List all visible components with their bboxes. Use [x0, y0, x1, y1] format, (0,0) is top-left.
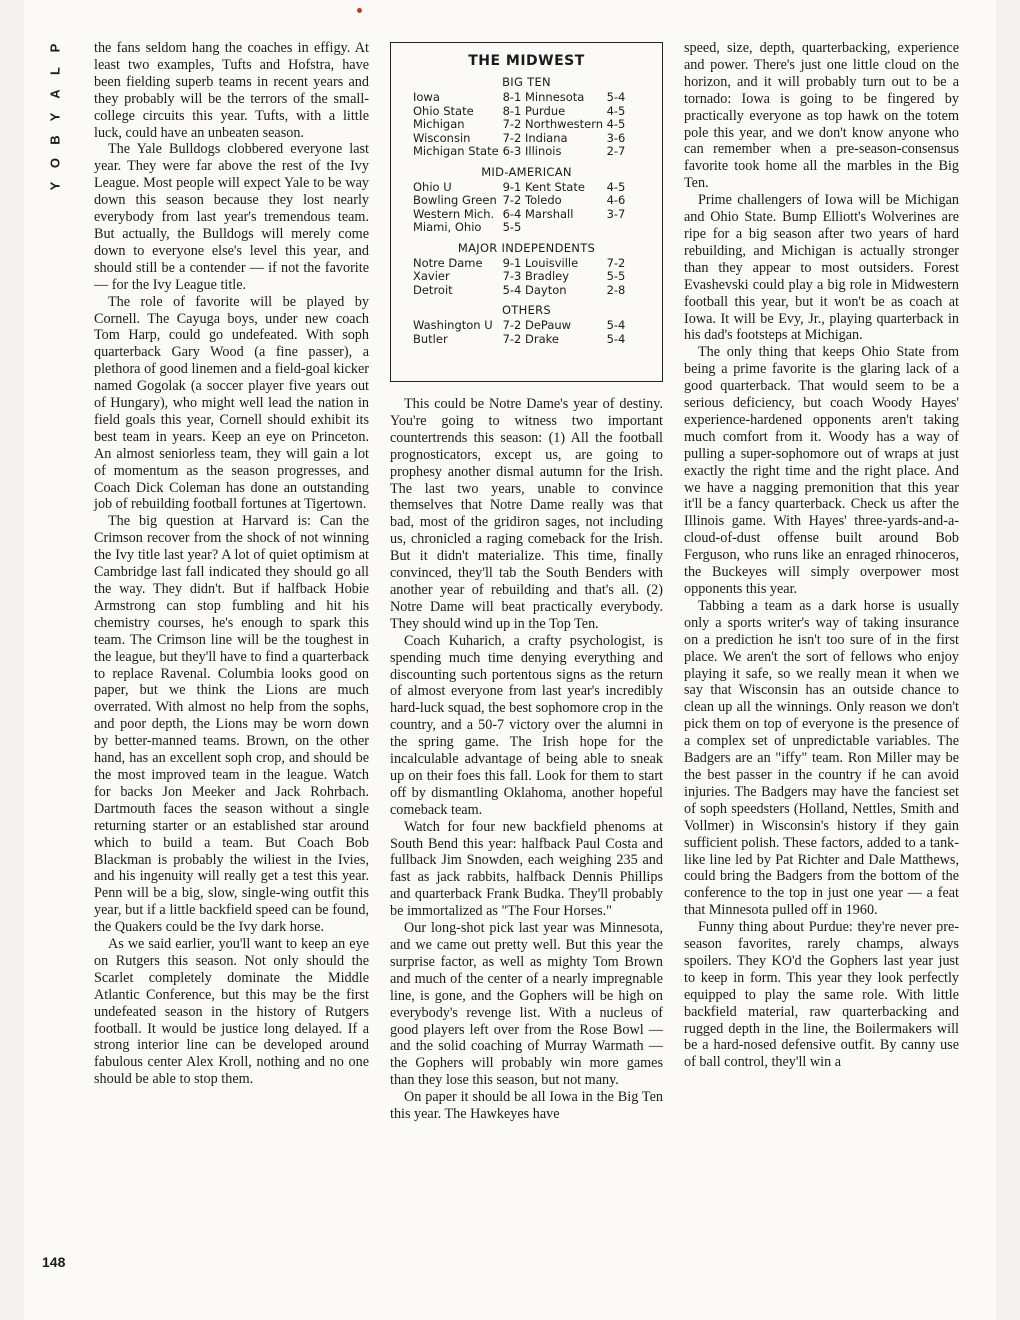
conference-title: OTHERS [501, 303, 552, 317]
paragraph: The role of favorite will be played by Cornell. The Cayuga boys, under new coach Tom Harp, could go undefeated. With soph quarterback Gary Wood (a fine passer), a plethora of good linemen and a field-goal kicker named Gogolak (a soccer player five years out of Hungary), who might well lead the nation in field goals this year, Cornell should exhibit its best team in years. Keep an eye on Princeton. An almost seniorless team, they will gain a lot of momentum as the season progresses, and Coach Dick Coleman has done an outstanding job of rebuilding football fortunes at Tigertown. [94, 293, 369, 513]
team-name: Western Mich. [413, 206, 495, 221]
side-tab-letter: Y [47, 180, 63, 191]
conference-title: BIG TEN [502, 75, 551, 89]
paragraph: speed, size, depth, quarterbacking, experience and power. There's just one little cloud on the horizon, and it will probably turn out to be a tornado: Iowa is going to be fingered by practically everyone as top hawk on the totem pole this year, and we don't know anyone who can remember when a pre-season-consensus favorite took home all the marbles in the Big Ten. [684, 40, 959, 192]
team-name: Wisconsin [413, 130, 471, 145]
team-record: 7-2 [502, 130, 522, 145]
team-record: 8-1 [502, 90, 522, 104]
team-name: Bradley [525, 269, 570, 283]
conference-title: MAJOR INDEPENDENTS [457, 240, 596, 255]
paragraph: This could be Notre Dame's year of destiny. You're going to witness two important countertrends this season: (1) All the football prognosticators, except us, are going to prophesy another dismal autumn for the Irish. The last two years, unable to convince themselves that Notre Dame really was that bad, most of the gridiron sages, not including us, chronicled a raging comeback for the Irish. But it didn't materialize. This time, finally convinced, they'll tab the South Benders with another year of rebuilding and that's all. (2) Notre Dame will beat practically everybody. They should wind up in the Top Ten. [390, 396, 663, 632]
team-record: 9-1 [502, 179, 522, 194]
standings-sidebar [390, 42, 663, 382]
paragraph: As we said earlier, you'll want to keep an eye on Rutgers this season. Not only should the Scarlet completely dominate the Middle Atlantic Conference, but this may be the first undefeated season in the history of Rutgers football. It would be justice long delayed. If a strong interior line can be developed around fabulous center Alex Kroll, nothing and no one should be able to stop them. [94, 936, 369, 1088]
paragraph: Watch for four new backfield phenoms at South Bend this year: halfback Paul Costa and fullback Jim Snowden, each weighing 235 and fast as jack rabbits, halfback Dennis Phillips and quarterback Frank Budka. They'll probably be immortalized as "The Four Horses." [390, 818, 663, 920]
team-record: 7-3 [502, 269, 522, 283]
team-record: 5-4 [606, 318, 626, 332]
paragraph: Coach Kuharich, a crafty psychologist, is spending much time denying everything and discounting such portentous signs as the return of almost everyone from last year's incredibly hard-luck squad, the best sophomore crop in the country, and a 50-7 victory over the alumni in the spring game. The Irish hope for the incalculable advantage of being able to sneak up on their foes this fall. Look for them to start off by dismantling Oklahoma, another hopeful comeback team. [390, 632, 663, 818]
paragraph: The big question at Harvard is: Can the Crimson recover from the shock of not winning the Ivy title last year? A lot of quiet optimism at Cambridge last fall indicated they should go all the way. They didn't. But if halfback Hobie Armstrong can stop fumbling and hit his chemistry courses, he's enough to spark this team. The Crimson line will be the toughest in the league, but they'll have to find a quarterback to replace Ravenal. Columbia looks good on paper, but we think the Lions are much overrated. With almost no help from the sophs, and poor depth, the Lions may be worn down by better-manned teams. Brown, on the other hand, has an excellent soph crop, and should be the most improved team in the league. Watch for backs Jon Meeker and Jack Rohrbach. Dartmouth faces the season without a single returning starter or an established star around which to build a team. But Coach Bob Blackman is probably the wiliest in the Ivies, and his ingenuity will really get a test this year. Penn will be a big, slow, single-wing outfit this year, but if a little backfield speed can be found, the Quakers could be the Ivy dark horse. [94, 513, 369, 936]
side-tab-letter: A [47, 88, 63, 99]
side-tab-letter: B [47, 134, 63, 145]
team-record: 4-6 [606, 193, 626, 207]
team-name: Marshall [525, 206, 574, 221]
team-record: 9-1 [502, 255, 522, 270]
standings-groups [413, 75, 640, 346]
team-record: 5-5 [502, 220, 522, 234]
team-name: Ohio State [413, 103, 474, 118]
side-tab-letter: O [47, 156, 63, 169]
standings-table [413, 319, 640, 346]
sidebar-title: THE MIDWEST [468, 53, 585, 69]
team-record: 7-2 [502, 318, 522, 332]
paragraph: The only thing that keeps Ohio State from being a prime favorite is the glaring lack of a good quarterback. That would seem to be a serious deficiency, but coach Woody Hayes' experience-hardened opponents aren't taking much comfort from it. Woody has a way of pulling a super-sophomore out of wraps at just exactly the right time and the right place. And we have a nagging premonition that this year it'll be a fancy quarterback. Check us after the Illinois game. With Hayes' three-yards-and-a-cloud-of-dust offense built around Bob Ferguson, who runs like an enraged rhinoceros, the Buckeyes will simply overpower most opponents this year. [684, 344, 959, 597]
team-name: Minnesota [525, 90, 585, 104]
team-record: 5-4 [502, 282, 522, 297]
team-record: 4-5 [606, 117, 626, 131]
team-record: 7-2 [502, 193, 522, 207]
standings-table [413, 181, 640, 235]
paragraph: Funny thing about Purdue: they're never pre-season favorites, rarely champs, always spoilers. They KO'd the Gophers last year just to keep in form. This year they look perfectly equipped to play the same role. With little backfield material, raw quarterbacking and rugged depth in the line, the Boilermakers will be a hard-nosed defensive outfit. By canny use of ball control, they'll win a [684, 919, 959, 1071]
team-name: Indiana [525, 130, 568, 145]
standings-table [413, 257, 640, 298]
page-number: 148 [42, 1254, 66, 1270]
standings-table [413, 91, 640, 159]
team-record: 3-6 [606, 130, 626, 145]
team-record: 2-7 [606, 144, 626, 158]
team-name: Purdue [525, 103, 566, 118]
paragraph: Prime challengers of Iowa will be Michigan and Ohio State. Bump Elliott's Wolverines are ripe for a big season after two years of hard rebuilding, and Michigan is actually stronger than they appear to most outsiders. Forest Evashevski could play a big role in Midwestern football this year, but it won't be as coach at Iowa. It will be Evy, Jr., playing quarterback in his dad's footsteps at Michigan. [684, 192, 959, 344]
team-name [525, 221, 601, 235]
column-left [94, 40, 369, 1088]
paragraph: Tabbing a team as a dark horse is usually only a sports writer's way of taking insurance on a prediction he isn't too sure of in the first place. We aren't the sort of fellows who enjoy playing it safe, so we really mean it when we say that Wisconsin has an outside chance to clean up all the winnings. Only reason we don't pick them on top of everyone is the presence of a complex set of unpredictable variables. The Badgers are an "iffy" team. Ron Miller may be the best passer in the country if he can avoid injuries. The Badgers may have the fanciest set of soph speedsters (Holland, Nettles, Smith and Vollmer) in Wisconsin's history if they gain sufficient polish. These factors, added to a tank-like line led by Pat Richter and Dale Matthews, could bring the Badgers from the bottom of the conference to the top in just one year — a feat that Minnesota pulled off in 1960. [684, 597, 959, 919]
team-record: 6-4 [502, 206, 522, 221]
team-record: 6-3 [502, 144, 522, 158]
top-dot-mark [357, 8, 362, 13]
team-record: 4-5 [606, 179, 626, 194]
paragraph: Our long-shot pick last year was Minnesota, and we came out pretty well. But this year the surprise factor, as well as mighty Tom Brown and much of the center of a nearly impregnable line, is gone, and the Gophers will be high on everybody's revenge list. With a nucleus of good players left over from the Rose Bowl — and the solid coaching of Murray Warmath — the Gophers will probably win more games than they lose this season, but not many. [390, 920, 663, 1089]
team-name: Miami, Ohio [413, 220, 482, 234]
paragraph: On paper it should be all Iowa in the Big Ten this year. The Hawkeyes have [390, 1089, 663, 1123]
team-record: 5-5 [606, 269, 626, 283]
team-record: 7-2 [502, 117, 522, 131]
team-record: 5-4 [606, 90, 626, 104]
team-name: Notre Dame [413, 255, 483, 270]
team-record: 8-1 [502, 103, 522, 118]
team-record: 7-2 [502, 331, 522, 346]
side-tab-letter: P [47, 42, 63, 53]
team-record: 2-8 [606, 282, 626, 297]
team-record: 7-2 [606, 255, 626, 270]
team-name: Louisville [525, 255, 579, 270]
team-record: 3-7 [606, 206, 626, 221]
team-name: Washington U [413, 318, 493, 332]
team-name: Toledo [525, 193, 562, 207]
team-name: Michigan [413, 117, 465, 131]
team-name: Iowa [413, 90, 440, 104]
team-name: Kent State [525, 179, 585, 194]
conference-title: MID-AMERICAN [481, 164, 572, 179]
team-name: Dayton [525, 282, 567, 297]
team-name: Ohio U [413, 179, 452, 194]
side-tab-letter: L [47, 66, 63, 75]
team-name: Illinois [525, 144, 562, 158]
team-name: Drake [525, 331, 559, 346]
column-middle [390, 396, 663, 1123]
side-tab-letter: Y [47, 111, 63, 122]
side-tab-playboy [48, 40, 62, 193]
team-name: Detroit [413, 282, 453, 297]
team-name: Butler [413, 331, 448, 346]
team-name: Bowling Green [413, 193, 497, 207]
team-name: Northwestern [525, 117, 604, 131]
team-record: 5-4 [606, 331, 626, 346]
paragraph: the fans seldom hang the coaches in effigy. At least two examples, Tufts and Hofstra, have been fielding superb teams in recent years and they probably will be the terrors of the small-college circuits this year. Tufts, with a little luck, could have an unbeaten season. [94, 40, 369, 141]
team-name: Xavier [413, 269, 450, 283]
team-record [601, 221, 631, 235]
team-name: DePauw [525, 318, 572, 332]
paragraph: The Yale Bulldogs clobbered everyone last year. They were far above the rest of the Ivy League. Most people will expect Yale to be way down this season because they lost nearly everybody from last year's tremendous team. But actually, the Bulldogs will merely come down to everyone else's level this year, and should still be a contender — if not the favorite — for the Ivy League title. [94, 141, 369, 293]
team-record: 4-5 [606, 103, 626, 118]
column-right [684, 40, 959, 1071]
team-name: Michigan State [413, 144, 499, 158]
